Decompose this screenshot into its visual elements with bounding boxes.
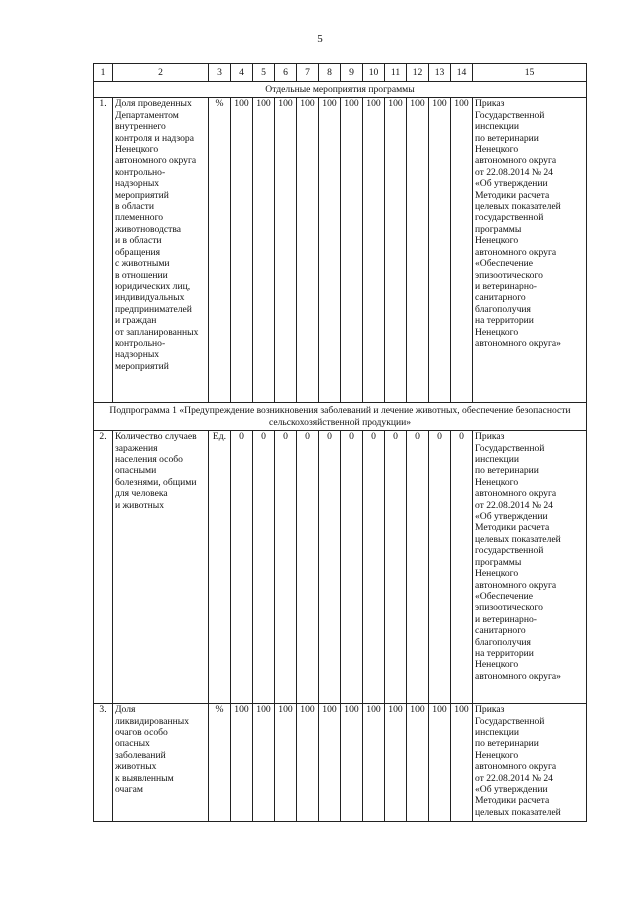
indicator-value: 100 (297, 98, 319, 403)
indicator-line: заражения (115, 442, 158, 454)
row-number: 1. (94, 98, 113, 403)
indicator-line: и граждан (115, 315, 157, 327)
reference-line: эпизоотического (475, 602, 543, 614)
indicator-name (113, 704, 209, 822)
reference-line: Методики расчета (475, 795, 550, 807)
reference-line: на территории (475, 647, 534, 659)
section-program-row (94, 82, 587, 98)
row-number: 2. (94, 431, 113, 704)
reference-line: от 22.08.2014 № 24 (475, 772, 553, 784)
reference-line: и ветеринарно- (475, 613, 537, 625)
reference-line: государственной (475, 212, 544, 224)
indicator-value: 0 (319, 431, 341, 704)
table-row (94, 704, 587, 822)
indicator-value: 100 (407, 704, 429, 822)
indicator-line: автономного округа (115, 155, 197, 167)
reference-line: благополучия (475, 303, 531, 315)
reference-line: санитарного (475, 625, 526, 637)
column-number-7: 7 (297, 64, 319, 82)
reference-line: по ветеринарии (475, 132, 539, 144)
indicator-line: в области (115, 201, 154, 213)
indicator-line: от запланированных (115, 326, 199, 338)
indicator-line: контроля и надзора (115, 132, 194, 144)
indicator-line: племенного (115, 212, 164, 224)
indicator-value: 100 (341, 704, 363, 822)
reference-line: Государственной (475, 715, 545, 727)
table-row (94, 431, 587, 704)
reference-line: по ветеринарии (475, 465, 539, 477)
column-number-9: 9 (341, 64, 363, 82)
indicator-value: 100 (231, 98, 253, 403)
reference-line: Методики расчета (475, 189, 550, 201)
reference-line: автономного округа (475, 246, 557, 258)
column-number-3: 3 (209, 64, 231, 82)
indicator-value: 100 (407, 98, 429, 403)
reference-line: Приказ (475, 431, 505, 443)
indicator-value: 100 (363, 98, 385, 403)
reference-line: Государственной (475, 109, 545, 121)
indicator-line: Количество случаев (115, 431, 197, 443)
reference-line: автономного округа (475, 155, 557, 167)
indicator-line: болезнями, общими (115, 476, 197, 488)
section-subprogram-row (94, 403, 587, 431)
indicator-line: контрольно- (115, 166, 166, 178)
row-number: 3. (94, 704, 113, 822)
indicator-value: 100 (451, 704, 473, 822)
column-number-1: 1 (94, 64, 113, 82)
table-row (94, 98, 587, 403)
reference-line: инспекции (475, 121, 519, 133)
indicator-line: мероприятий (115, 360, 169, 372)
reference-line: от 22.08.2014 № 24 (475, 499, 553, 511)
reference-line: и ветеринарно- (475, 280, 537, 292)
indicator-value: 0 (297, 431, 319, 704)
reference-line: инспекции (475, 727, 519, 739)
indicator-line: ликвидированных (115, 715, 190, 727)
unit-of-measure: % (209, 98, 231, 403)
indicator-value: 100 (275, 98, 297, 403)
indicator-line: Департаментом (115, 109, 179, 121)
indicator-value: 0 (253, 431, 275, 704)
indicator-value: 100 (341, 98, 363, 403)
reference-line: Ненецкого (475, 659, 519, 671)
reference-line: целевых показателей (475, 806, 561, 818)
indicator-line: надзорных (115, 178, 160, 190)
indicator-line: юридических лиц, (115, 280, 191, 292)
reference-line: «Обеспечение (475, 590, 533, 602)
indicator-line: Доля проведенных (115, 98, 192, 110)
reference-line: автономного округа» (475, 337, 561, 349)
section-subprogram-title: Подпрограмма 1 «Предупреждение возникновения заболеваний и лечение животных, обеспечение безопасности сельскохозяйственной продукции» (94, 403, 587, 431)
indicator-line: очагов особо (115, 727, 168, 739)
indicator-value: 100 (429, 704, 451, 822)
indicator-value: 100 (429, 98, 451, 403)
reference-line: эпизоотического (475, 269, 543, 281)
indicator-line: и в области (115, 235, 162, 247)
reference-line: Ненецкого (475, 749, 519, 761)
indicator-value: 0 (451, 431, 473, 704)
unit-of-measure: Ед. (209, 431, 231, 704)
reference-line: санитарного (475, 292, 526, 304)
reference-line: Приказ (475, 98, 505, 110)
indicator-name (113, 98, 209, 403)
reference-line: Методики расчета (475, 522, 550, 534)
reference-line: программы (475, 223, 522, 235)
indicator-line: животноводства (115, 223, 181, 235)
reference-line: Ненецкого (475, 476, 519, 488)
indicator-line: Ненецкого (115, 144, 159, 156)
column-number-4: 4 (231, 64, 253, 82)
column-number-10: 10 (363, 64, 385, 82)
indicator-line: индивидуальных (115, 292, 185, 304)
indicator-value: 100 (319, 704, 341, 822)
indicator-line: населения особо (115, 454, 183, 466)
reference-line: «Обеспечение (475, 258, 533, 270)
reference-line: автономного округа (475, 579, 557, 591)
column-number-11: 11 (385, 64, 407, 82)
column-number-6: 6 (275, 64, 297, 82)
indicator-line: обращения (115, 246, 161, 258)
reference-line: государственной (475, 545, 544, 557)
reference-line: Приказ (475, 704, 505, 716)
indicator-value: 0 (363, 431, 385, 704)
reference-line: программы (475, 556, 522, 568)
indicator-value: 0 (275, 431, 297, 704)
column-number-13: 13 (429, 64, 451, 82)
indicator-line: с животными (115, 258, 170, 270)
indicator-value: 100 (451, 98, 473, 403)
methodology-reference (473, 431, 587, 704)
column-number-12: 12 (407, 64, 429, 82)
indicator-value: 100 (363, 704, 385, 822)
indicator-line: в отношении (115, 269, 168, 281)
indicator-line: предпринимателей (115, 303, 192, 315)
reference-line: Ненецкого (475, 144, 519, 156)
indicator-value: 100 (385, 704, 407, 822)
column-number-2: 2 (113, 64, 209, 82)
methodology-reference (473, 98, 587, 403)
reference-line: автономного округа (475, 761, 557, 773)
column-number-row (94, 64, 587, 82)
column-number-5: 5 (253, 64, 275, 82)
indicator-line: и животных (115, 499, 164, 511)
reference-line: автономного округа (475, 488, 557, 500)
reference-line: Государственной (475, 442, 545, 454)
unit-of-measure: % (209, 704, 231, 822)
indicator-line: контрольно- (115, 337, 166, 349)
indicator-value: 0 (231, 431, 253, 704)
column-number-15: 15 (473, 64, 587, 82)
indicator-line: животных (115, 761, 157, 773)
column-number-14: 14 (451, 64, 473, 82)
indicator-line: мероприятий (115, 189, 169, 201)
reference-line: благополучия (475, 636, 531, 648)
indicator-line: надзорных (115, 349, 160, 361)
indicator-line: к выявленным (115, 772, 174, 784)
indicator-value: 100 (275, 704, 297, 822)
indicator-value: 0 (407, 431, 429, 704)
indicator-line: Доля (115, 704, 136, 716)
indicator-line: опасными (115, 465, 157, 477)
reference-line: Ненецкого (475, 235, 519, 247)
indicator-value: 100 (253, 704, 275, 822)
indicator-line: очагам (115, 784, 143, 796)
indicator-value: 100 (231, 704, 253, 822)
reference-line: Ненецкого (475, 568, 519, 580)
page-number: 5 (317, 33, 323, 45)
indicator-value: 0 (429, 431, 451, 704)
indicator-value: 100 (253, 98, 275, 403)
indicators-table (93, 63, 587, 822)
reference-line: «Об утверждении (475, 511, 548, 523)
indicator-value: 100 (319, 98, 341, 403)
reference-line: по ветеринарии (475, 738, 539, 750)
section-program-title: Отдельные мероприятия программы (94, 82, 587, 98)
indicator-line: для человека (115, 488, 168, 500)
indicator-line: заболеваний (115, 749, 166, 761)
reference-line: «Об утверждении (475, 784, 548, 796)
indicator-line: внутреннего (115, 121, 166, 133)
indicator-value: 100 (385, 98, 407, 403)
reference-line: «Об утверждении (475, 178, 548, 190)
indicator-value: 100 (297, 704, 319, 822)
indicator-value: 0 (341, 431, 363, 704)
indicator-value: 0 (385, 431, 407, 704)
reference-line: Ненецкого (475, 326, 519, 338)
reference-line: от 22.08.2014 № 24 (475, 166, 553, 178)
methodology-reference (473, 704, 587, 822)
indicator-name (113, 431, 209, 704)
reference-line: целевых показателей (475, 533, 561, 545)
reference-line: инспекции (475, 454, 519, 466)
indicator-line: опасных (115, 738, 150, 750)
column-number-8: 8 (319, 64, 341, 82)
reference-line: целевых показателей (475, 201, 561, 213)
reference-line: на территории (475, 315, 534, 327)
reference-line: автономного округа» (475, 670, 561, 682)
